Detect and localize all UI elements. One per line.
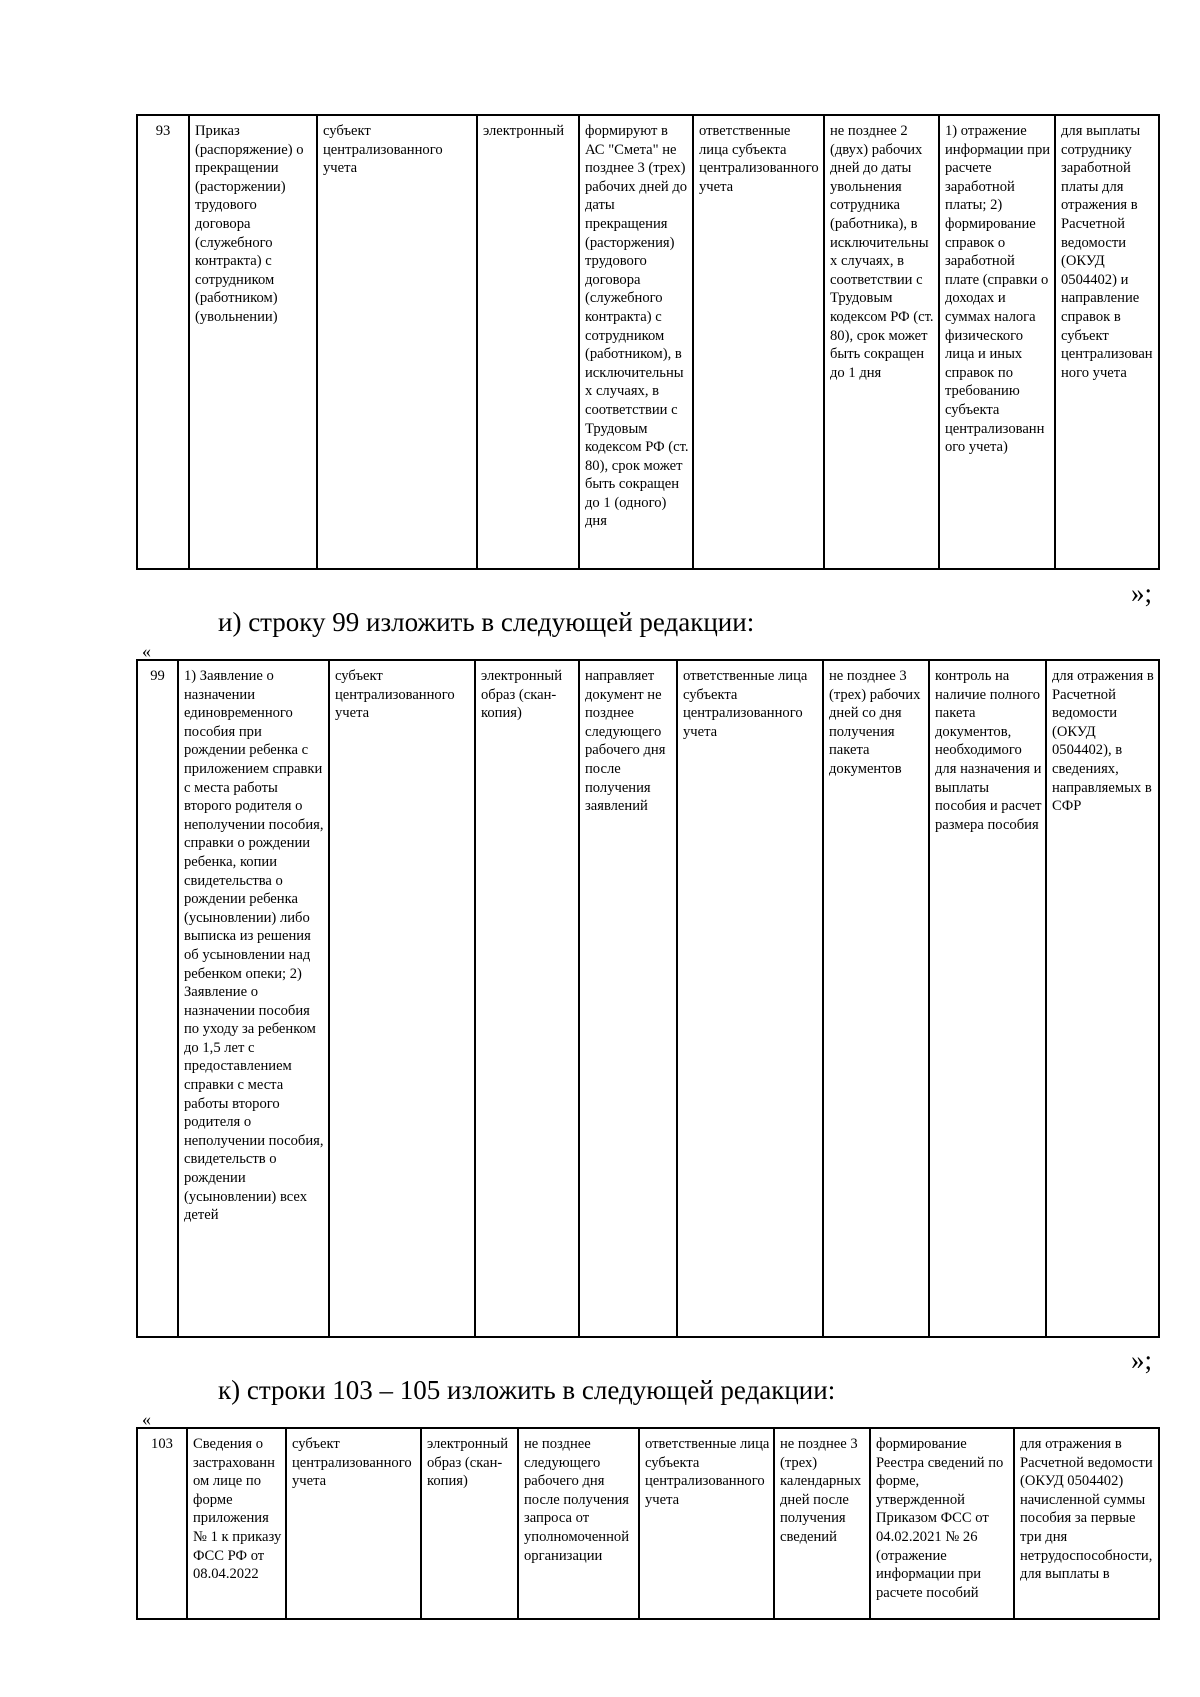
format-cell: электронный образ (скан-копия)	[475, 660, 579, 1337]
row-number: 99	[137, 660, 178, 1337]
paragraph-i: и) строку 99 изложить в следующей редакции:	[218, 607, 755, 637]
creator-cell: субъект централизованного учета	[317, 115, 477, 569]
responsible-cell: ответственные лица субъекта централизованного учета	[639, 1428, 774, 1619]
format-cell: электронный	[477, 115, 579, 569]
table-row-99	[136, 659, 1160, 1338]
closing-quote: »;	[1131, 578, 1153, 608]
submission-terms-cell: направляет документ не позднее следующего рабочего дня после получения заявлений	[579, 660, 677, 1337]
closing-quote: »;	[1131, 1345, 1153, 1375]
document-name-cell: 1) Заявление о назначении единовременного пособия при рождении ребенка с приложением справки с места работы второго родителя о неполучении пособия, справки о рождении ребенка, копии свидетельства о рождении ребенка (усыновлении) либо выписка из решения об усыновлении над ребенком опеки; 2) Заявление о назначении пособия по уходу за ребенком до 1,5 лет с предоставлением справки с места работы второго родителя о неполучении пособия, свидетельств о рождении (усыновлении) всех детей	[178, 660, 329, 1337]
action-cell: 1) отражение информации при расчете заработной платы; 2) формирование справок о заработной плате (справки о доходах и суммах налога физического лица и иных справок по требованию субъекта централизованного учета)	[939, 115, 1055, 569]
table-row-93	[136, 114, 1160, 570]
responsible-cell: ответственные лица субъекта централизованного учета	[677, 660, 823, 1337]
submission-terms-cell: формируют в АС "Смета" не позднее 3 (трех) рабочих дней до даты прекращения (расторжения) трудового договора (служебного контракта) с сотрудником (работником), в исключительных случаях, в соответствии с Трудовым кодексом РФ (ст. 80), срок может быть сокращен до 1 (одного) дня	[579, 115, 693, 569]
creator-cell: субъект централизованного учета	[329, 660, 475, 1337]
opening-quote: «	[142, 641, 151, 661]
submission-terms-cell: не позднее следующего рабочего дня после получения запроса от уполномоченной организации	[518, 1428, 639, 1619]
table-row	[137, 660, 1159, 1337]
purpose-cell: для отражения в Расчетной ведомости (ОКУД 0504402) начисленной суммы пособия за первые три дня нетрудоспособности, для выплаты в	[1014, 1428, 1159, 1619]
deadline-cell: не позднее 2 (двух) рабочих дней до даты увольнения сотрудника (работника), в исключительных случаях, в соответствии с Трудовым кодексом РФ (ст. 80), срок может быть сокращен до 1 дня	[824, 115, 939, 569]
row-number: 93	[137, 115, 189, 569]
purpose-cell: для выплаты сотруднику заработной платы для отражения в Расчетной ведомости (ОКУД 0504402) и направление справок в субъект централизованного учета	[1055, 115, 1159, 569]
row-number: 103	[137, 1428, 187, 1619]
paragraph-k: к) строки 103 – 105 изложить в следующей редакции:	[218, 1375, 836, 1405]
table-row-103	[136, 1427, 1160, 1620]
action-cell: формирование Реестра сведений по форме, утвержденной Приказом ФСС от 04.02.2021 № 26 (отражение информации при расчете пособий	[870, 1428, 1014, 1619]
deadline-cell: не позднее 3 (трех) рабочих дней со дня получения пакета документов	[823, 660, 929, 1337]
format-cell: электронный образ (скан-копия)	[421, 1428, 518, 1619]
document-name-cell: Сведения о застрахованном лице по форме приложения № 1 к приказу ФСС РФ от 08.04.2022	[187, 1428, 286, 1619]
deadline-cell: не позднее 3 (трех) календарных дней после получения сведений	[774, 1428, 870, 1619]
opening-quote: «	[142, 1409, 151, 1429]
document-name-cell: Приказ (распоряжение) о прекращении (расторжении) трудового договора (служебного контракта) с сотрудником (работником) (увольнении)	[189, 115, 317, 569]
action-cell: контроль на наличие полного пакета документов, необходимого для назначения и выплаты пособия и расчет размера пособия	[929, 660, 1046, 1337]
responsible-cell: ответственные лица субъекта централизованного учета	[693, 115, 824, 569]
purpose-cell: для отражения в Расчетной ведомости (ОКУД 0504402), в сведениях, направляемых в СФР	[1046, 660, 1159, 1337]
table-row	[137, 1428, 1159, 1619]
table-row	[137, 115, 1159, 569]
creator-cell: субъект централизованного учета	[286, 1428, 421, 1619]
